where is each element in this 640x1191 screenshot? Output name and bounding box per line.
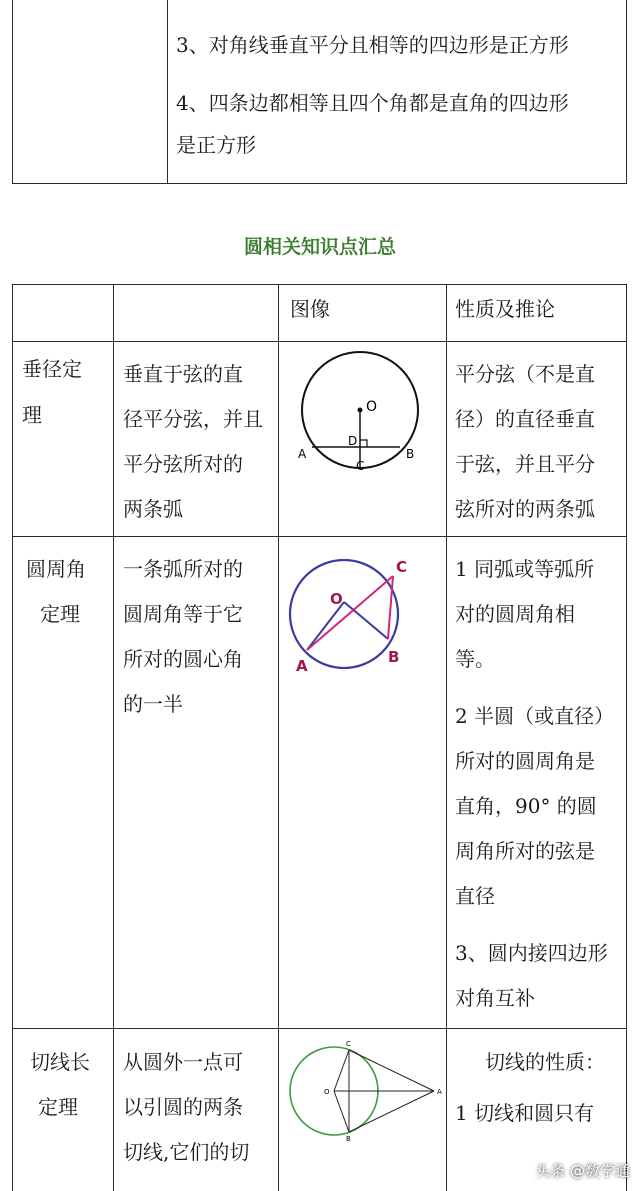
radius-oc (334, 1050, 349, 1091)
property-line: 周角所对的弦是 (455, 839, 595, 863)
radius-ob (344, 602, 388, 639)
theorem-name (22, 352, 108, 432)
label-c: C (346, 1040, 351, 1048)
theorem-name (30, 1040, 116, 1130)
table-border-top (12, 284, 627, 285)
label-o: O (330, 590, 343, 608)
row-divider (12, 536, 627, 537)
label-b: B (406, 447, 415, 461)
content-line: 切线,它们的切 (123, 1140, 250, 1164)
label-o: O (366, 399, 378, 415)
tangent-ba (349, 1091, 434, 1132)
property-line: 直角，90° 的圆 (455, 794, 597, 818)
column-divider (167, 0, 168, 183)
label-a: A (296, 657, 308, 675)
property-line: 径）的直径垂直 (455, 407, 595, 431)
square-rule-4-line1: 4、四条边都相等且四个角都是直角的四边形 (176, 91, 569, 115)
right-angle-mark (360, 440, 367, 447)
theorem-name-line: 定理 (38, 1095, 78, 1119)
inscribed-angle-figure (284, 544, 444, 684)
label-b: B (388, 648, 400, 666)
theorem-name-line: 理 (22, 403, 42, 427)
label-b: B (346, 1135, 351, 1143)
label-c: C (396, 558, 408, 576)
theorem-name-line: 圆周角 (26, 557, 86, 581)
content-line: 以引圆的两条 (123, 1095, 243, 1119)
property-title: 切线的性质： (485, 1050, 605, 1074)
table-border-left (12, 284, 13, 1191)
circle-knowledge-table (12, 284, 627, 1191)
square-rule-3: 3、对角线垂直平分且相等的四边形是正方形 (176, 33, 569, 57)
row-divider (12, 1028, 627, 1029)
center-point (358, 408, 363, 413)
property-line: 对的圆周角相 (455, 602, 575, 626)
theorem-name-line: 垂径定 (22, 357, 82, 381)
theorem-name-line: 切线长 (30, 1050, 90, 1074)
row-divider (12, 341, 627, 342)
perpendicular-diameter-figure (284, 346, 444, 476)
theorem-content (123, 547, 275, 727)
label-a: A (298, 447, 307, 461)
content-line: 两条弧 (123, 497, 183, 521)
content-line: 的一半 (123, 692, 183, 716)
label-d: D (348, 434, 358, 448)
circle (290, 560, 398, 668)
property-line: 1 切线和圆只有 (455, 1101, 595, 1125)
content-line: 平分弦所对的 (123, 452, 243, 476)
property-line: 2 半圆（或直径） (455, 704, 615, 728)
property-line: 所对的圆周角是 (455, 749, 595, 773)
theorem-content (123, 1040, 275, 1175)
label-a: A (437, 1088, 442, 1096)
section-title: 圆相关知识点汇总 (243, 236, 396, 258)
content-line: 从圆外一点可 (123, 1050, 243, 1074)
property-line: 于弦，并且平分 (455, 452, 595, 476)
square-rule-4-line2: 是正方形 (176, 133, 256, 157)
theorem-name (26, 547, 112, 637)
property-line: 弦所对的两条弧 (455, 497, 595, 521)
tangent-ca (349, 1050, 434, 1091)
theorem-properties (455, 1040, 625, 1136)
radius-ob (334, 1091, 349, 1132)
property-line: 平分弦（不是直 (455, 362, 595, 386)
radius-oa (307, 602, 344, 650)
label-o: O (324, 1088, 330, 1096)
header-image: 图像 (290, 297, 330, 321)
property-line: 3、圆内接四边形 (455, 941, 608, 965)
column-divider (278, 284, 279, 1191)
property-line: 等。 (455, 647, 495, 671)
content-line: 圆周角等于它 (123, 602, 243, 626)
theorem-name-line: 定理 (40, 602, 80, 626)
theorem-properties (455, 547, 625, 1021)
property-line: 对角互补 (455, 986, 535, 1010)
column-divider (446, 284, 447, 1191)
chord-ac (307, 576, 393, 650)
tangent-length-figure (284, 1036, 444, 1146)
table-border-right (626, 284, 627, 1191)
label-c: C (356, 459, 365, 473)
theorem-content (123, 352, 275, 532)
property-line: 1 同弧或等弧所 (455, 557, 595, 581)
watermark: 头条 @数学通 (535, 1162, 630, 1180)
top-table-fragment (12, 0, 627, 184)
content-line: 径平分弦，并且 (123, 407, 263, 431)
content-line: 一条弧所对的 (123, 557, 243, 581)
content-line: 垂直于弦的直 (123, 362, 243, 386)
content-line: 所对的圆心角 (123, 647, 243, 671)
header-properties: 性质及推论 (455, 297, 555, 321)
theorem-properties (455, 352, 625, 532)
property-line: 直径 (455, 884, 495, 908)
